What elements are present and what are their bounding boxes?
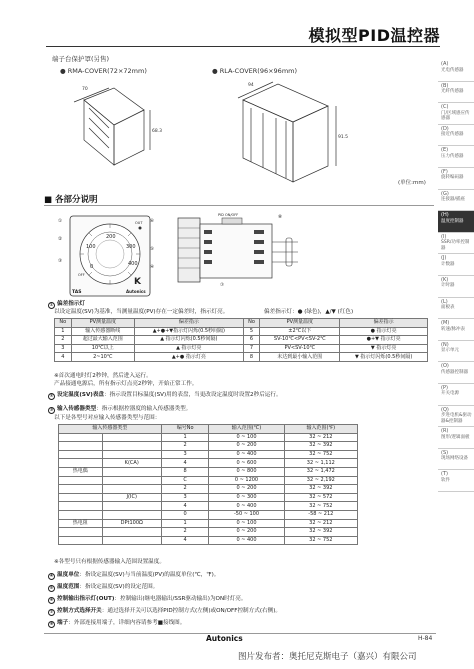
item-num: ⑦ xyxy=(49,610,54,615)
item3-num: ③ xyxy=(49,408,54,413)
rla-cover-text: RLA-COVER(96×96mm) xyxy=(219,67,298,75)
deviation-cell: ▼ 指示灯闪烁(0.5秒间隔) xyxy=(340,353,428,362)
side-index-code: (A) xyxy=(441,61,449,67)
svg-text:94: 94 xyxy=(248,83,254,88)
side-index-label: 门/区域感应传感器 xyxy=(441,110,470,122)
sensor-cell: 热电偶 xyxy=(59,467,103,476)
sensor-cell: 32 ~ 1,112 xyxy=(284,459,357,468)
sensor-cell: 3 xyxy=(161,450,209,459)
sensor-cell xyxy=(102,502,161,511)
item-title: 温度范围 xyxy=(57,584,80,590)
dial-0: 0 xyxy=(90,264,94,270)
page-title: 模拟型PID温控器 xyxy=(308,26,440,45)
side-index-code: (O) xyxy=(441,363,449,370)
side-index-label: 步进电机&驱动器&控制器 xyxy=(441,413,472,424)
table-row xyxy=(55,327,428,336)
side-index-item[interactable] xyxy=(438,341,474,363)
item-title: 端子 xyxy=(57,620,69,626)
rma-cover-text: RMA-COVER(72×72mm) xyxy=(67,67,147,75)
deviation-cell: ▲+● 指示灯亮 xyxy=(134,353,243,362)
sensor-cell: 32 ~ 752 xyxy=(284,502,357,511)
footer-brand: Autonics xyxy=(206,634,243,643)
side-index-item[interactable] xyxy=(438,449,474,471)
covers-intro: 端子台保护罩(另售) xyxy=(52,55,110,63)
item-6 xyxy=(48,595,247,604)
dial-300: 300 xyxy=(126,244,136,250)
side-index-label: 转速/脉冲表 xyxy=(441,326,466,332)
section-title: ■ 各部分说明 xyxy=(44,195,98,205)
sensor-cell: 32 ~ 752 xyxy=(284,450,357,459)
sensor-cell: -58 ~ 212 xyxy=(284,510,357,519)
side-index-code: (R) xyxy=(441,428,449,435)
deviation-header-cell: No xyxy=(55,319,72,328)
item3-title: 输入传感器类型 xyxy=(57,406,97,412)
item-title: 控制输出指示灯(OUT) xyxy=(57,596,115,602)
deviation-cell: ▲+●+▼指示灯闪烁(0.5秒间隔) xyxy=(134,327,243,336)
sensor-header-cell: 编号No xyxy=(161,425,209,434)
sensor-cell: 2 xyxy=(161,485,209,494)
item-7 xyxy=(48,607,281,616)
sensor-cell xyxy=(59,433,103,442)
sensor-cell: 0 ~ 300 xyxy=(209,493,284,502)
deviation-cell: 1 xyxy=(55,327,72,336)
sensor-cell: 0 ~ 800 xyxy=(209,467,284,476)
dial-100: 100 xyxy=(86,244,96,250)
side-index-code: (G) xyxy=(441,190,449,197)
svg-text:68.3: 68.3 xyxy=(152,129,163,134)
item-desc: ：通过选择开关可以选择PID控制方式(左侧)或ON/OFF控制方式(右侧)。 xyxy=(101,608,281,614)
side-index-code: (H) xyxy=(441,212,449,219)
publisher-watermark: 图片发布者：奥托尼克斯电子（嘉兴）有限公司 xyxy=(238,652,417,662)
sensor-cell xyxy=(102,510,161,519)
deviation-cell: 3 xyxy=(55,344,72,353)
side-index-label: 图形/逻辑面板 xyxy=(441,434,470,440)
side-index-label: 接近传感器 xyxy=(441,132,464,138)
side-index-code: (I) xyxy=(441,233,447,240)
deviation-cell: 4 xyxy=(55,353,72,362)
item-num: ⑧ xyxy=(49,622,54,627)
sensor-cell: K(CA) xyxy=(102,459,161,468)
item-title: 控制方式选择开关 xyxy=(57,608,102,614)
sensor-cell: 0 ~ 400 xyxy=(209,502,284,511)
item-desc: ：指设定温度(SV)的设定范围。 xyxy=(79,584,159,590)
side-index-code: (P) xyxy=(441,384,448,391)
deviation-cell: 未达到最小输入范围 xyxy=(260,353,340,362)
sensor-cell: 2 xyxy=(161,442,209,451)
rma-cover-label: ● RMA-COVER(72×72mm) xyxy=(60,67,147,75)
sensor-note: ※各型号只有根据传感器输入范围设置温度。 xyxy=(54,559,165,565)
item1-indicator-legend: 偏差指示灯：● (绿色)，▲/▼ (红色) xyxy=(264,309,354,315)
rla-cover-drawing xyxy=(218,78,348,186)
side-index-code: (E) xyxy=(441,147,449,154)
table-row xyxy=(59,510,358,519)
item-title: 温度单位 xyxy=(57,572,80,578)
side-index-code: (S) xyxy=(441,449,449,456)
item-desc: ：外部连接用端子，详细内容请参考■接线图。 xyxy=(68,620,186,626)
item2-title: 设定温度(SV)表盘 xyxy=(57,392,105,398)
side-index-item[interactable] xyxy=(438,406,474,428)
side-index-label: 光纤传感器 xyxy=(441,89,464,95)
item-5 xyxy=(48,583,158,592)
item-num: ⑤ xyxy=(49,586,54,591)
table-row xyxy=(59,536,358,545)
svg-text:91.5: 91.5 xyxy=(338,135,348,140)
item2 xyxy=(48,391,282,400)
sensor-cell: 0 ~ 1200 xyxy=(209,476,284,485)
deviation-cell: ▲ 指示灯闪烁(0.5秒间隔) xyxy=(134,336,243,345)
side-index-item[interactable] xyxy=(438,125,474,147)
side-index-code: (J) xyxy=(441,255,447,262)
sensor-cell: 0 ~ 400 xyxy=(209,536,284,545)
sensor-cell: DPt100Ω xyxy=(102,519,161,528)
side-index-item[interactable] xyxy=(438,82,474,104)
deviation-cell: SV-10℃<PV<SV-2℃ xyxy=(260,336,340,345)
sensor-cell: 1 xyxy=(161,519,209,528)
deviation-cell: PV<SV-10℃ xyxy=(260,344,340,353)
deviation-header-cell: 偏差指示 xyxy=(340,319,428,328)
item2-num: ② xyxy=(49,394,54,399)
deviation-cell: 7 xyxy=(243,344,260,353)
deviation-cell: 6 xyxy=(243,336,260,345)
table-row xyxy=(59,528,358,537)
side-index-code: (Q) xyxy=(441,406,449,413)
sensor-cell: 3 xyxy=(161,493,209,502)
deviation-cell: 超过最大输入范围 xyxy=(71,336,134,345)
side-index-code: (L) xyxy=(441,298,448,305)
sensor-cell xyxy=(59,485,103,494)
deviation-cell: ● 指示灯亮 xyxy=(340,327,428,336)
side-index-item[interactable] xyxy=(438,254,474,276)
title-divider xyxy=(46,46,440,47)
item-4 xyxy=(48,571,219,580)
table-row xyxy=(55,353,428,362)
sensor-cell: 32 ~ 1,472 xyxy=(284,467,357,476)
table-row xyxy=(59,459,358,468)
side-index-item[interactable] xyxy=(438,427,474,449)
device-rear-drawing xyxy=(170,210,308,288)
table-row xyxy=(55,344,428,353)
side-index-label: 压力传感器 xyxy=(441,153,464,159)
side-index-label: 计时器 xyxy=(441,283,455,289)
svg-text:⑧: ⑧ xyxy=(278,215,283,220)
sensor-cell: 8 xyxy=(161,467,209,476)
deviation-cell: ●+▼ 指示灯亮 xyxy=(340,336,428,345)
table-row xyxy=(59,433,358,442)
deviation-header-cell: 偏差指示 xyxy=(134,319,243,328)
sensor-header-cell: 输入传感器类型 xyxy=(59,425,162,434)
svg-text:③: ③ xyxy=(58,259,63,264)
item1-num: ① xyxy=(49,303,54,308)
svg-text:⑤: ⑤ xyxy=(150,247,155,252)
sensor-cell xyxy=(102,476,161,485)
side-index-code: (T) xyxy=(441,471,448,478)
sensor-cell: 0 ~ 400 xyxy=(209,450,284,459)
side-index-label: 显示单元 xyxy=(441,348,459,354)
item1-note-2: 产品接通电源后，所有指示灯点亮2秒钟，开始正常工作。 xyxy=(54,381,198,387)
side-index-item[interactable] xyxy=(438,362,474,384)
sensor-cell: 4 xyxy=(161,536,209,545)
item-desc: ：控制输出(继电器输出/SSR驱动输出)为ON时灯亮。 xyxy=(114,596,247,602)
sensor-cell: 0 ~ 600 xyxy=(209,459,284,468)
side-index-item[interactable] xyxy=(438,146,474,168)
sensor-cell: 0 ~ 200 xyxy=(209,485,284,494)
item1-desc: 以设定温度(SV)为基准，当测量温度(PV)存在一定偏差时，指示灯亮。 xyxy=(54,309,229,315)
side-index-code: (D) xyxy=(441,125,449,132)
sensor-cell xyxy=(102,433,161,442)
table-row xyxy=(59,485,358,494)
table-row xyxy=(59,442,358,451)
rla-cover-label: ● RLA-COVER(96×96mm) xyxy=(212,67,298,75)
sensor-cell xyxy=(102,485,161,494)
sensor-table xyxy=(58,424,358,545)
table-row xyxy=(59,450,358,459)
table-row xyxy=(59,476,358,485)
svg-text:①: ① xyxy=(58,219,63,224)
deviation-cell: ▲ 指示灯亮 xyxy=(134,344,243,353)
sensor-cell xyxy=(102,450,161,459)
sensor-header-cell: 输入范围(℉) xyxy=(284,425,357,434)
side-index-label: 连接器/插座 xyxy=(441,197,466,203)
deviation-cell: 10℃以上 xyxy=(71,344,134,353)
side-index-label: 光电传感器 xyxy=(441,67,464,73)
sensor-cell xyxy=(102,528,161,537)
sensor-cell xyxy=(59,510,103,519)
pid-switch-icon xyxy=(222,218,242,224)
sensor-cell: 1 xyxy=(161,433,209,442)
rear-switch-label: PID ON/OFF xyxy=(218,213,239,217)
deviation-cell: 8 xyxy=(243,353,260,362)
side-index-label: 现场网络设备 xyxy=(441,456,468,462)
sensor-cell xyxy=(59,459,103,468)
sensor-cell xyxy=(59,528,103,537)
side-index-item[interactable] xyxy=(438,233,474,255)
sensor-cell xyxy=(59,476,103,485)
item1-title: 偏差指示灯 xyxy=(57,301,85,307)
side-index-item[interactable] xyxy=(438,470,474,492)
side-index-label: 旋转编码器 xyxy=(441,175,464,181)
sensor-cell xyxy=(102,442,161,451)
sensor-cell: 0 xyxy=(161,510,209,519)
sensor-cell: C xyxy=(161,476,209,485)
side-index-label: SSR/功率控制器 xyxy=(441,240,470,251)
item3-sub: 以下是各型号对应输入传感器类型与范围： xyxy=(54,415,161,421)
side-index-label: 传感器控制器 xyxy=(441,369,468,375)
page-number: H-84 xyxy=(418,635,433,642)
sensor-cell: 32 ~ 392 xyxy=(284,442,357,451)
side-index-item[interactable] xyxy=(438,298,474,320)
section-divider xyxy=(44,205,434,206)
side-index-item[interactable] xyxy=(438,168,474,190)
side-index xyxy=(438,60,474,492)
table-row xyxy=(59,519,358,528)
side-index-label: 面板表 xyxy=(441,305,455,311)
svg-text:⑥: ⑥ xyxy=(150,219,155,224)
item-8 xyxy=(48,619,185,628)
sensor-cell: 32 ~ 2,192 xyxy=(284,476,357,485)
side-index-item[interactable] xyxy=(438,276,474,298)
dial-400: 400 xyxy=(128,261,138,267)
deviation-cell: ▼ 指示灯亮 xyxy=(340,344,428,353)
item-num: ④ xyxy=(49,574,54,579)
side-index-code: (B) xyxy=(441,82,449,89)
sensor-cell: 0 ~ 200 xyxy=(209,442,284,451)
sensor-cell: 0 ~ 200 xyxy=(209,528,284,537)
side-index-code: (M) xyxy=(441,320,450,327)
deviation-cell: 2~10℃ xyxy=(71,353,134,362)
sensor-cell xyxy=(59,450,103,459)
side-index-code: (K) xyxy=(441,276,449,283)
item3-desc: ：指示根据控器度的输入传感器类型。 xyxy=(96,406,192,412)
sensor-cell xyxy=(59,442,103,451)
sensor-cell: 32 ~ 212 xyxy=(284,519,357,528)
deviation-header-cell: PV测量温度 xyxy=(260,319,340,328)
sensor-cell xyxy=(59,493,103,502)
device-front-drawing xyxy=(56,210,158,300)
table-row xyxy=(59,493,358,502)
out-indicator: OUT xyxy=(135,221,143,225)
sensor-cell: 32 ~ 392 xyxy=(284,528,357,537)
sensor-cell: J(IC) xyxy=(102,493,161,502)
sensor-cell: 4 xyxy=(161,502,209,511)
unit-note: (单位:mm) xyxy=(398,180,426,186)
item1-note-1: ※首次通电时灯2秒钟，然后进入运行。 xyxy=(54,373,152,379)
svg-text:④: ④ xyxy=(150,265,155,270)
sensor-cell xyxy=(102,467,161,476)
item-num: ⑥ xyxy=(49,598,54,603)
sensor-cell: 32 ~ 572 xyxy=(284,493,357,502)
side-index-label: 软件 xyxy=(441,477,450,483)
sensor-cell: 0 ~ 100 xyxy=(209,433,284,442)
item2-desc: ：指示设置目标温度(SV)用的表盘，当更改设定温度时设置2秒后运行。 xyxy=(104,392,282,398)
sensor-cell: 0 ~ 100 xyxy=(209,519,284,528)
sensor-cell: -50 ~ 100 xyxy=(209,510,284,519)
side-index-code: (N) xyxy=(441,341,449,348)
side-index-item[interactable] xyxy=(438,190,474,212)
side-index-label: 计数器 xyxy=(441,261,455,267)
side-index-label: 开关电源 xyxy=(441,391,459,397)
sensor-cell: 热电阻 xyxy=(59,519,103,528)
sensor-cell xyxy=(59,536,103,545)
deviation-table xyxy=(54,318,428,362)
rma-cover-drawing xyxy=(54,80,164,180)
table-row xyxy=(55,336,428,345)
side-index-label: 温度控制器 xyxy=(441,218,464,224)
model-letter: K xyxy=(134,277,141,287)
sensor-cell: 32 ~ 212 xyxy=(284,433,357,442)
deviation-cell: ±2℃以下 xyxy=(260,327,340,336)
device-brand: Autonics xyxy=(126,289,146,294)
svg-text:②: ② xyxy=(58,237,63,242)
deviation-header-cell: PV测量温度 xyxy=(71,319,134,328)
dial-200: 200 xyxy=(106,234,116,240)
deviation-header-cell: No xyxy=(243,319,260,328)
device-model: TAS xyxy=(72,290,82,295)
side-index-code: (F) xyxy=(441,168,448,175)
sensor-header-cell: 输入范围(℃) xyxy=(209,425,284,434)
sensor-cell: 32 ~ 392 xyxy=(284,485,357,494)
out-led-icon xyxy=(139,227,142,230)
item-desc: ：指设定温度(SV)与当前温度(PV)的温度单位(℃，℉)。 xyxy=(79,572,220,578)
side-index-code: (C) xyxy=(441,104,449,111)
sensor-cell: 2 xyxy=(161,528,209,537)
table-row xyxy=(59,502,358,511)
deviation-cell: 5 xyxy=(243,327,260,336)
sensor-cell: 32 ~ 752 xyxy=(284,536,357,545)
sensor-cell xyxy=(102,536,161,545)
side-index-item[interactable] xyxy=(438,60,474,82)
item3 xyxy=(48,405,191,414)
off-indicator: OFF xyxy=(78,273,85,277)
svg-text:70: 70 xyxy=(82,87,88,92)
side-index-item[interactable] xyxy=(438,211,474,233)
sensor-cell: 4 xyxy=(161,459,209,468)
side-index-item[interactable] xyxy=(438,319,474,341)
deviation-cell: 2 xyxy=(55,336,72,345)
deviation-cell: 输入传感器断线 xyxy=(71,327,134,336)
table-row xyxy=(59,467,358,476)
svg-text:⑦: ⑦ xyxy=(220,283,225,288)
side-index-item[interactable] xyxy=(438,103,474,125)
sensor-cell xyxy=(59,502,103,511)
side-index-item[interactable] xyxy=(438,384,474,406)
